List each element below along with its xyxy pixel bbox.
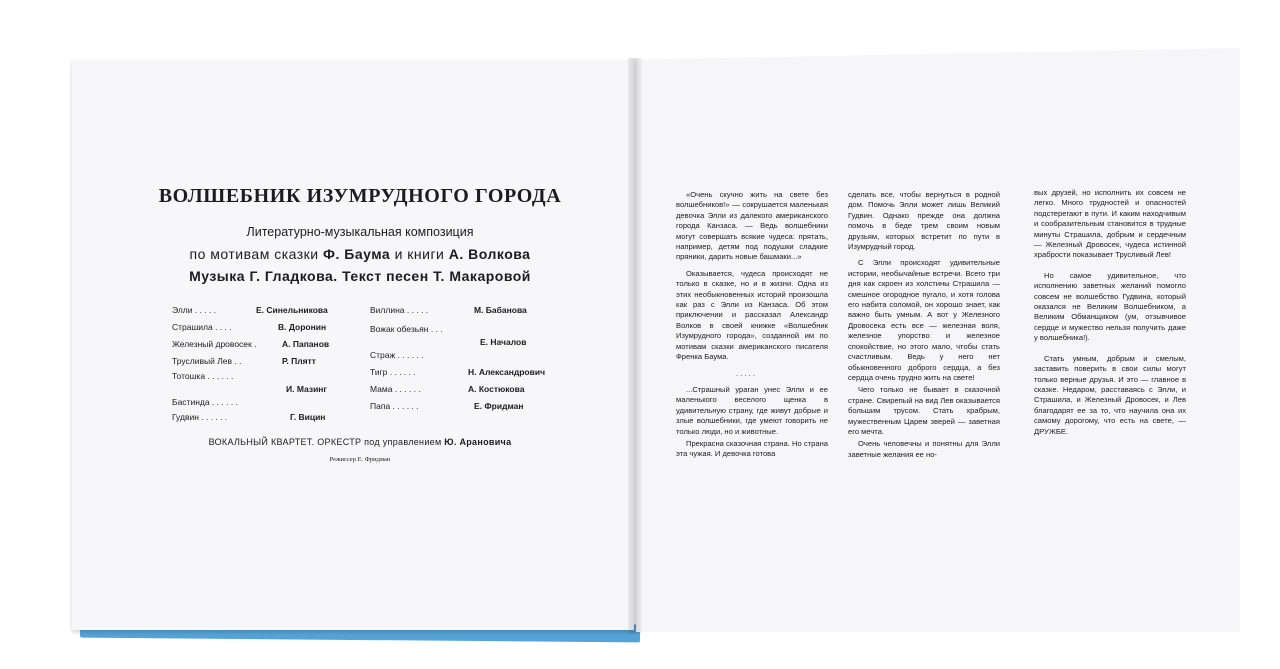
cast-row: Гудвин . . . . . . Г. Вицин [172, 412, 326, 422]
liner-paragraph: С Элли происходят удивительные истории, необычайные встречи. Всего три дня как скроен из холстины Страшила — смешное огородное пугало, и хотя голова его набита соломой, он хорошо знает, как важно быть умным. А вот у Железного Дровосека есть все — железная воля, железное упорство и железное спокойствие, но этого мало, чтобы стать счастливым. Ведь у него нет обыкновенного доброго сердца, а без сердца очень трудно жить на свете! [848, 258, 1000, 382]
cast-row: И. Мазинг [286, 384, 327, 394]
liner-paragraph: ...Страшный ураган унес Элли и ее маленького веселого щенка в удивительную страну, где живут добрые и злые волшебники, где умеют говорить не только люди, но и животные. [676, 384, 828, 436]
liner-paragraph: Чего только не бывает в сказочной стране. Свирепый на вид Лев оказывается большим трусом. Стать храбрым, мужественным Царем зверей — заветная его мечта. [848, 385, 1000, 436]
cast-row: Страшила . . . . В. Доронин [172, 322, 327, 332]
liner-paragraph: Очень человечны и понятны для Элли заветные желания ее но- [848, 439, 1000, 459]
liner-paragraph: вых друзей, но исполнить их совсем не легко. Много трудностей и опасностей подстерегают в пути. И каким находчивым и сообразительным становится в трудные минуты Страшила, добрым и сердечным — Железный Дровосек, чудеса истинной храбрости показывает Трусливый Лев! [1034, 188, 1186, 260]
director-credit: Режиссер Е. Фридман [329, 456, 391, 463]
cast-list-left [172, 306, 360, 426]
cast-row: Железный дровосек . А. Папанов [172, 339, 330, 349]
liner-paragraph: «Очень скучно жить на свете без волшебников!» — сокрушается маленькая девочка Элли из далекого американского города Канзаса. — Ведь волшебники могут совершать всякие чудеса: прятать, например, детям под подушки сладкие пряники, дарить новые башмаки...» [676, 190, 828, 262]
liner-paragraph: Прекрасна сказочная страна. Но страна эта чужая. И девочка готова [676, 438, 828, 459]
cast-row: Е. Началов [480, 337, 527, 347]
cast-row: Страж . . . . . . [370, 350, 424, 360]
liner-paragraph: Стать умным, добрым и смелым, заставить поверить в свои силы могут только верные друзья. И это — главное в сказке. Недаром, расставаясь с Элли, и Страшила, и Железный Дровосек, и Лев благодарят ее за то, что научила она их самому дорогому, что есть на свете, — ДРУЖБЕ. [1034, 353, 1186, 436]
cast-row: Папа . . . . . . Е. Фридман [370, 401, 524, 411]
liner-notes-column-3 [1034, 188, 1186, 437]
cast-row: Виллина . . . . . М. Бабанова [370, 305, 527, 315]
page-fold [628, 58, 642, 634]
liner-notes-column-2 [848, 190, 1000, 460]
liner-paragraph: Оказывается, чудеса происходят не только в сказке, но и в жизни. Одна из этих необыкновенных историй произошла как раз с Элли из Канзаса. Об этом приключении и рассказал Александр Волков в своей книжке «Волшебник Изумрудного города», созданной им по мотивам сказки американского писателя Френка Баума. [676, 268, 828, 362]
album-subtitle: Литературно-музыкальная композиция [246, 225, 474, 239]
cast-row: Тигр . . . . . . Н. Александрович [370, 367, 546, 377]
cast-row: Бастинда . . . . . . [172, 397, 238, 407]
based-on-credit: по мотивам сказки Ф. Баума и книги А. Волкова [189, 246, 531, 262]
liner-separator: . . . . . [736, 368, 755, 378]
cast-list-right [370, 306, 556, 415]
cast-row: Вожак обезьян . . . [370, 324, 443, 334]
music-lyrics-credit: Музыка Г. Гладкова. Текст песен Т. Макаровой [189, 268, 531, 284]
cast-row: Трусливый Лев . . Р. Плятт [172, 356, 316, 366]
album-title: ВОЛШЕБНИК ИЗУМРУДНОГО ГОРОДА [158, 185, 562, 207]
ensemble-credit: ВОКАЛЬНЫЙ КВАРТЕТ. ОРКЕСТР под управлением Ю. Арановича [208, 437, 512, 447]
liner-notes-column-1 [676, 190, 828, 460]
cast-row: Тотошка . . . . . . [172, 371, 234, 381]
cast-row: Элли . . . . . Е. Синельникова [172, 305, 328, 315]
liner-paragraph: Но самое удивительное, что исполнению заветных желаний помогло совсем не волшебство Гудвина, который оказался не Великим Волшебником, а Великим Обманщиком (ум, отзывчивое сердце и мужество нельзя получить даже у волшебника!). [1034, 270, 1186, 343]
cast-row: Мама . . . . . . А. Костюкова [370, 384, 525, 394]
liner-paragraph: сделать все, чтобы вернуться в родной дом. Помочь Элли может лишь Великий Гудвин. Однако прежде она должна помочь в беде трем своим новым друзьям, которых встретит по пути в Изумрудный город. [848, 190, 1000, 252]
